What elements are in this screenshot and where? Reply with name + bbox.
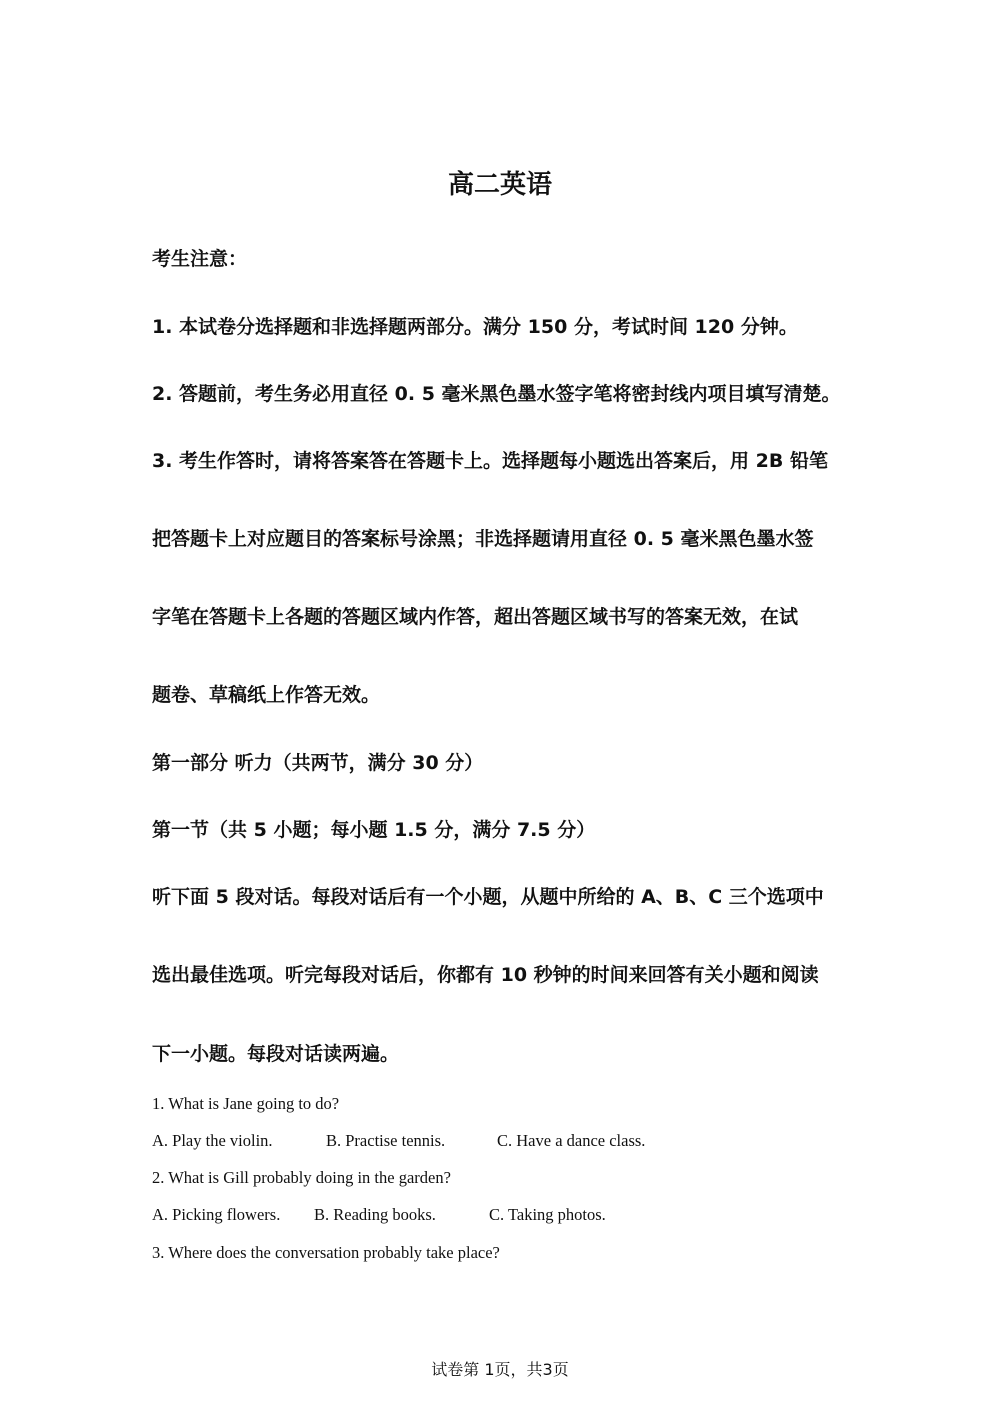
question-1-option-a: A. Play the violin. — [152, 1131, 273, 1150]
notice-item-1: 1. 本试卷分选择题和非选择题两部分。满分 150 分，考试时间 120 分钟。 — [152, 316, 798, 338]
question-1-option-b: B. Practise tennis. — [326, 1131, 446, 1150]
notice-item-3-line-4: 题卷、草稿纸上作答无效。 — [152, 684, 381, 706]
section-1-heading: 第一节（共 5 小题；每小题 1.5 分，满分 7.5 分） — [152, 819, 596, 841]
notice-item-2: 2. 答题前，考生务必用直径 0. 5 毫米黑色墨水签字笔将密封线内项目填写清楚。 — [152, 383, 841, 405]
question-1: 1. What is Jane going to do? — [152, 1094, 340, 1113]
question-2-option-b: B. Reading books. — [314, 1205, 436, 1224]
exam-title: 高二英语 — [447, 170, 552, 200]
notice-heading: 考生注意： — [152, 248, 248, 270]
part-1-heading: 第一部分 听力（共两节，满分 30 分） — [152, 752, 484, 774]
listening-instructions-line-1: 听下面 5 段对话。每段对话后有一个小题，从题中所给的 A、B、C 三个选项中 — [152, 886, 824, 908]
notice-item-3-line-2: 把答题卡上对应题目的答案标号涂黑；非选择题请用直径 0. 5 毫米黑色墨水签 — [152, 528, 814, 550]
notice-item-3-line-1: 3. 考生作答时，请将答案答在答题卡上。选择题每小题选出答案后，用 2B 铅笔 — [152, 450, 828, 472]
listening-instructions-line-3: 下一小题。每段对话读两遍。 — [152, 1043, 400, 1065]
notice-item-3-line-3: 字笔在答题卡上各题的答题区域内作答，超出答题区域书写的答案无效，在试 — [152, 606, 799, 628]
question-1-option-c: C. Have a dance class. — [497, 1131, 646, 1150]
question-2-option-c: C. Taking photos. — [489, 1205, 606, 1224]
page-footer: 试卷第 1页，共3页 — [431, 1360, 569, 1379]
listening-instructions-line-2: 选出最佳选项。听完每段对话后，你都有 10 秒钟的时间来回答有关小题和阅读 — [152, 964, 819, 986]
question-3: 3. Where does the conversation probably take place? — [152, 1243, 500, 1262]
question-2-option-a: A. Picking flowers. — [152, 1205, 281, 1224]
question-2: 2. What is Gill probably doing in the garden? — [152, 1168, 451, 1187]
